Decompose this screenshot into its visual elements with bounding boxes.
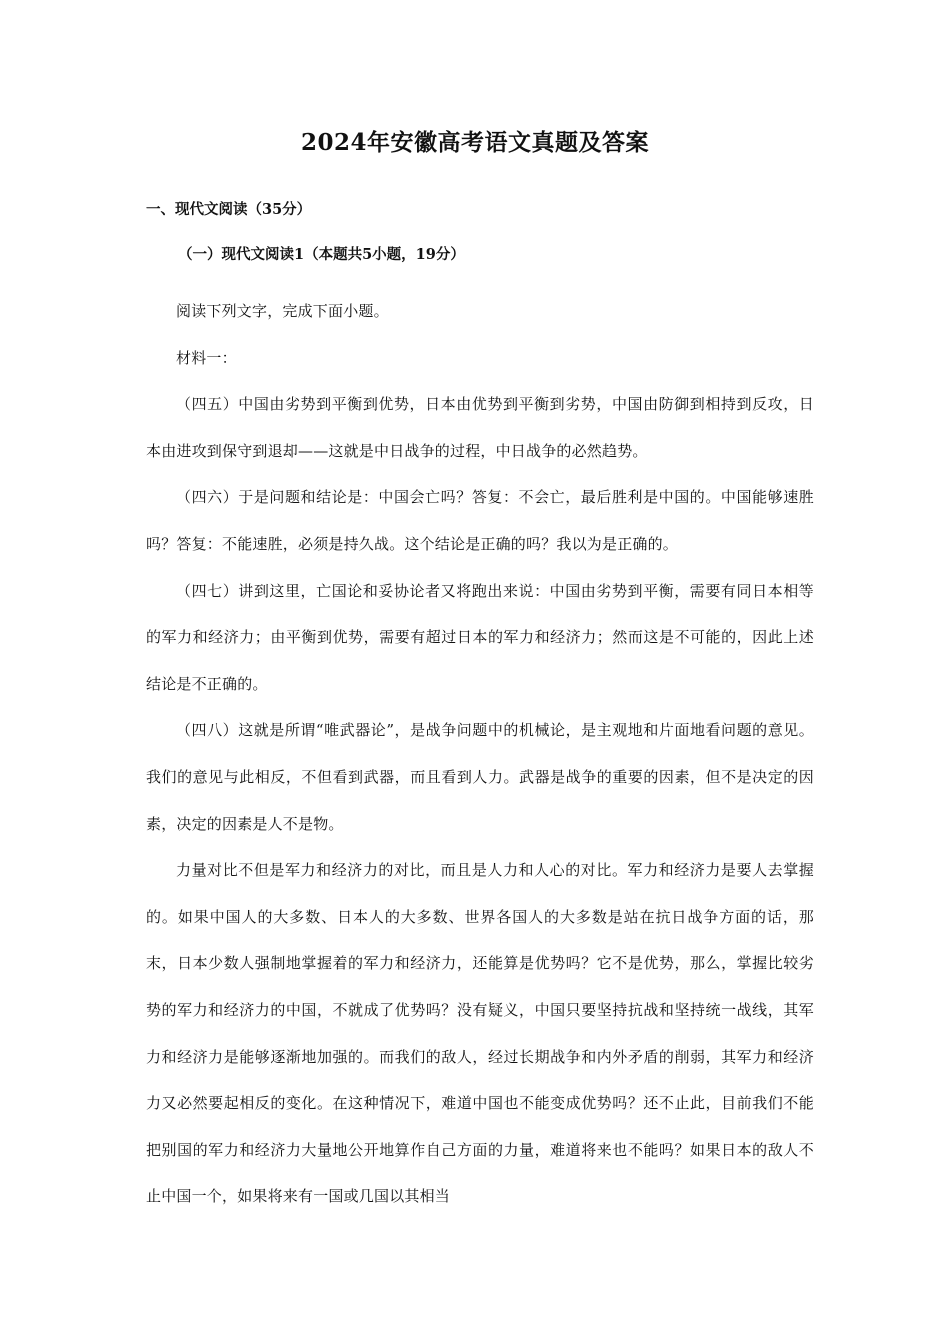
section-heading: 一、现代文阅读（35分） xyxy=(146,201,312,218)
paragraph-45: （四五）中国由劣势到平衡到优势，日本由优势到平衡到劣势，中国由防御到相持到反攻，日本由进攻到保守到退却——这就是中日战争的过程，中日战争的必然趋势。 xyxy=(146,395,814,460)
paragraph-47: （四七）讲到这里，亡国论和妥协论者又将跑出来说：中国由劣势到平衡，需要有同日本相等的军力和经济力；由平衡到优势，需要有超过日本的军力和经济力；然而这是不可能的，因此上述结论是不正确的。 xyxy=(146,581,814,693)
paragraph-continuation: 力量对比不但是军力和经济力的对比，而且是人力和人心的对比。军力和经济力是要人去掌握的。如果中国人的大多数、日本人的大多数、世界各国人的大多数是站在抗日战争方面的话，那末，日本少数人强制地掌握着的军力和经济力，还能算是优势吗？它不是优势，那么，掌握比较劣势的军力和经济力的中国，不就成了优势吗？没有疑义，中国只要坚持抗战和坚持统一战线，其军力和经济力是能够逐渐地加强的。而我们的敌人，经过长期战争和内外矛盾的削弱，其军力和经济力又必然要起相反的变化。在这种情况下，难道中国也不能变成优势吗？还不止此，目前我们不能把别国的军力和经济力大量地公开地算作自己方面的力量，难道将来也不能吗？如果日本的敌人不止中国一个，如果将来有一国或几国以其相当 xyxy=(146,861,814,1206)
paragraph-46: （四六）于是问题和结论是：中国会亡吗？答复：不会亡，最后胜利是中国的。中国能够速胜吗？答复：不能速胜，必须是持久战。这个结论是正确的吗？我以为是正确的。 xyxy=(146,488,814,553)
paragraph-48: （四八）这就是所谓“唯武器论”，是战争问题中的机械论，是主观地和片面地看问题的意见。我们的意见与此相反，不但看到武器，而且看到人力。武器是战争的重要的因素，但不是决定的因素，决定的因素是人不是物。 xyxy=(146,721,814,833)
material-label: 材料一： xyxy=(176,348,237,367)
subsection-heading: （一）现代文阅读1（本题共5小题，19分） xyxy=(178,246,465,263)
instruction-paragraph: 阅读下列文字，完成下面小题。 xyxy=(176,302,389,320)
page-title: 2024年安徽高考语文真题及答案 xyxy=(300,129,649,156)
document-body xyxy=(146,288,814,1220)
